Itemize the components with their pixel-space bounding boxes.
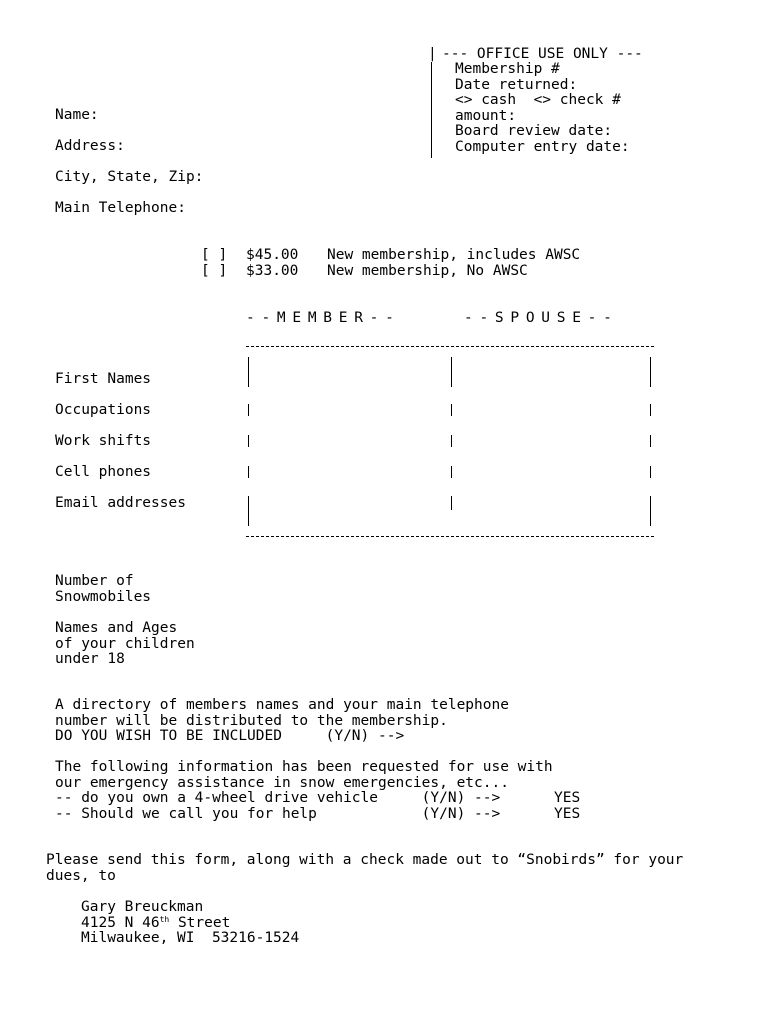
emergency-answer-call: YES bbox=[554, 805, 581, 822]
membership-price-basic: $33.00 bbox=[246, 262, 299, 279]
city-state-zip-label: City, State, Zip: bbox=[55, 169, 204, 185]
table-top-border bbox=[246, 346, 654, 347]
address-street-name: Street bbox=[169, 914, 231, 931]
row-label-first-names: First Names bbox=[55, 371, 152, 387]
table-center-divider bbox=[451, 357, 452, 387]
main-telephone-label: Main Telephone: bbox=[55, 200, 186, 216]
table-right-border bbox=[650, 496, 651, 526]
table-right-border bbox=[650, 404, 651, 416]
membership-checkbox-full[interactable]: [ ] bbox=[201, 247, 228, 263]
row-label-cell-phones: Cell phones bbox=[55, 464, 152, 480]
snowmobiles-label: Number of Snowmobiles bbox=[55, 573, 152, 605]
table-left-border bbox=[248, 496, 249, 526]
emergency-question-4wd: -- do you own a 4-wheel drive vehicle (Y/N) --> bbox=[55, 790, 501, 806]
membership-price-full: $45.00 bbox=[246, 247, 299, 263]
membership-desc-basic: New membership, No AWSC bbox=[327, 262, 528, 279]
member-header: - - M E M B E R - - bbox=[246, 310, 394, 326]
spouse-header: - - S P O U S E - - bbox=[464, 310, 612, 326]
address-name: Gary Breuckman bbox=[81, 899, 204, 915]
table-left-border bbox=[248, 357, 249, 387]
table-center-divider bbox=[451, 496, 452, 510]
row-label-email-addresses: Email addresses bbox=[55, 495, 186, 511]
office-use-header: --- OFFICE USE ONLY --- bbox=[442, 46, 643, 62]
membership-checkbox-basic[interactable]: [ ] bbox=[201, 262, 228, 279]
address-street bbox=[81, 916, 230, 932]
office-membership-number: Membership # bbox=[455, 61, 560, 77]
send-instructions: Please send this form, along with a check made out to “Snobirds” for your dues, to bbox=[46, 852, 684, 884]
table-center-divider bbox=[451, 466, 452, 478]
table-right-border bbox=[650, 466, 651, 478]
directory-question: A directory of members names and your main telephone number will be distributed to the membership. DO YOU WISH TO BE INCLUDED (Y/N) --> bbox=[55, 697, 509, 744]
table-left-border bbox=[248, 404, 249, 416]
emergency-intro: The following information has been requested for use with our emergency assistance in snow emergencies, etc... bbox=[55, 759, 553, 791]
row-label-work-shifts: Work shifts bbox=[55, 433, 152, 449]
office-use-divider bbox=[431, 62, 432, 158]
row-label-occupations: Occupations bbox=[55, 402, 152, 418]
address-city: Milwaukee, WI 53216-1524 bbox=[81, 930, 300, 946]
table-bottom-border bbox=[246, 536, 654, 537]
address-label: Address: bbox=[55, 138, 125, 154]
address-street-number: 4125 N 46 bbox=[81, 914, 160, 931]
office-amount: amount: bbox=[455, 107, 517, 124]
emergency-answer-4wd: YES bbox=[554, 790, 581, 806]
office-board-review-date: Board review date: bbox=[455, 123, 613, 139]
address-street-suffix: th bbox=[159, 914, 170, 924]
office-computer-entry-date: Computer entry date: bbox=[455, 138, 630, 155]
table-left-border bbox=[248, 435, 249, 447]
membership-desc-full: New membership, includes AWSC bbox=[327, 247, 581, 263]
office-date-returned: Date returned: bbox=[455, 76, 578, 93]
office-use-bar-top: | bbox=[428, 46, 437, 62]
table-right-border bbox=[650, 435, 651, 447]
office-payment-method: <> cash <> check # bbox=[455, 92, 621, 108]
children-label: Names and Ages of your children under 18 bbox=[55, 620, 195, 667]
table-left-border bbox=[248, 466, 249, 478]
table-center-divider bbox=[451, 404, 452, 416]
emergency-question-call: -- Should we call you for help (Y/N) --> bbox=[55, 805, 501, 822]
table-center-divider bbox=[451, 435, 452, 447]
table-right-border bbox=[650, 357, 651, 387]
name-label: Name: bbox=[55, 107, 99, 123]
